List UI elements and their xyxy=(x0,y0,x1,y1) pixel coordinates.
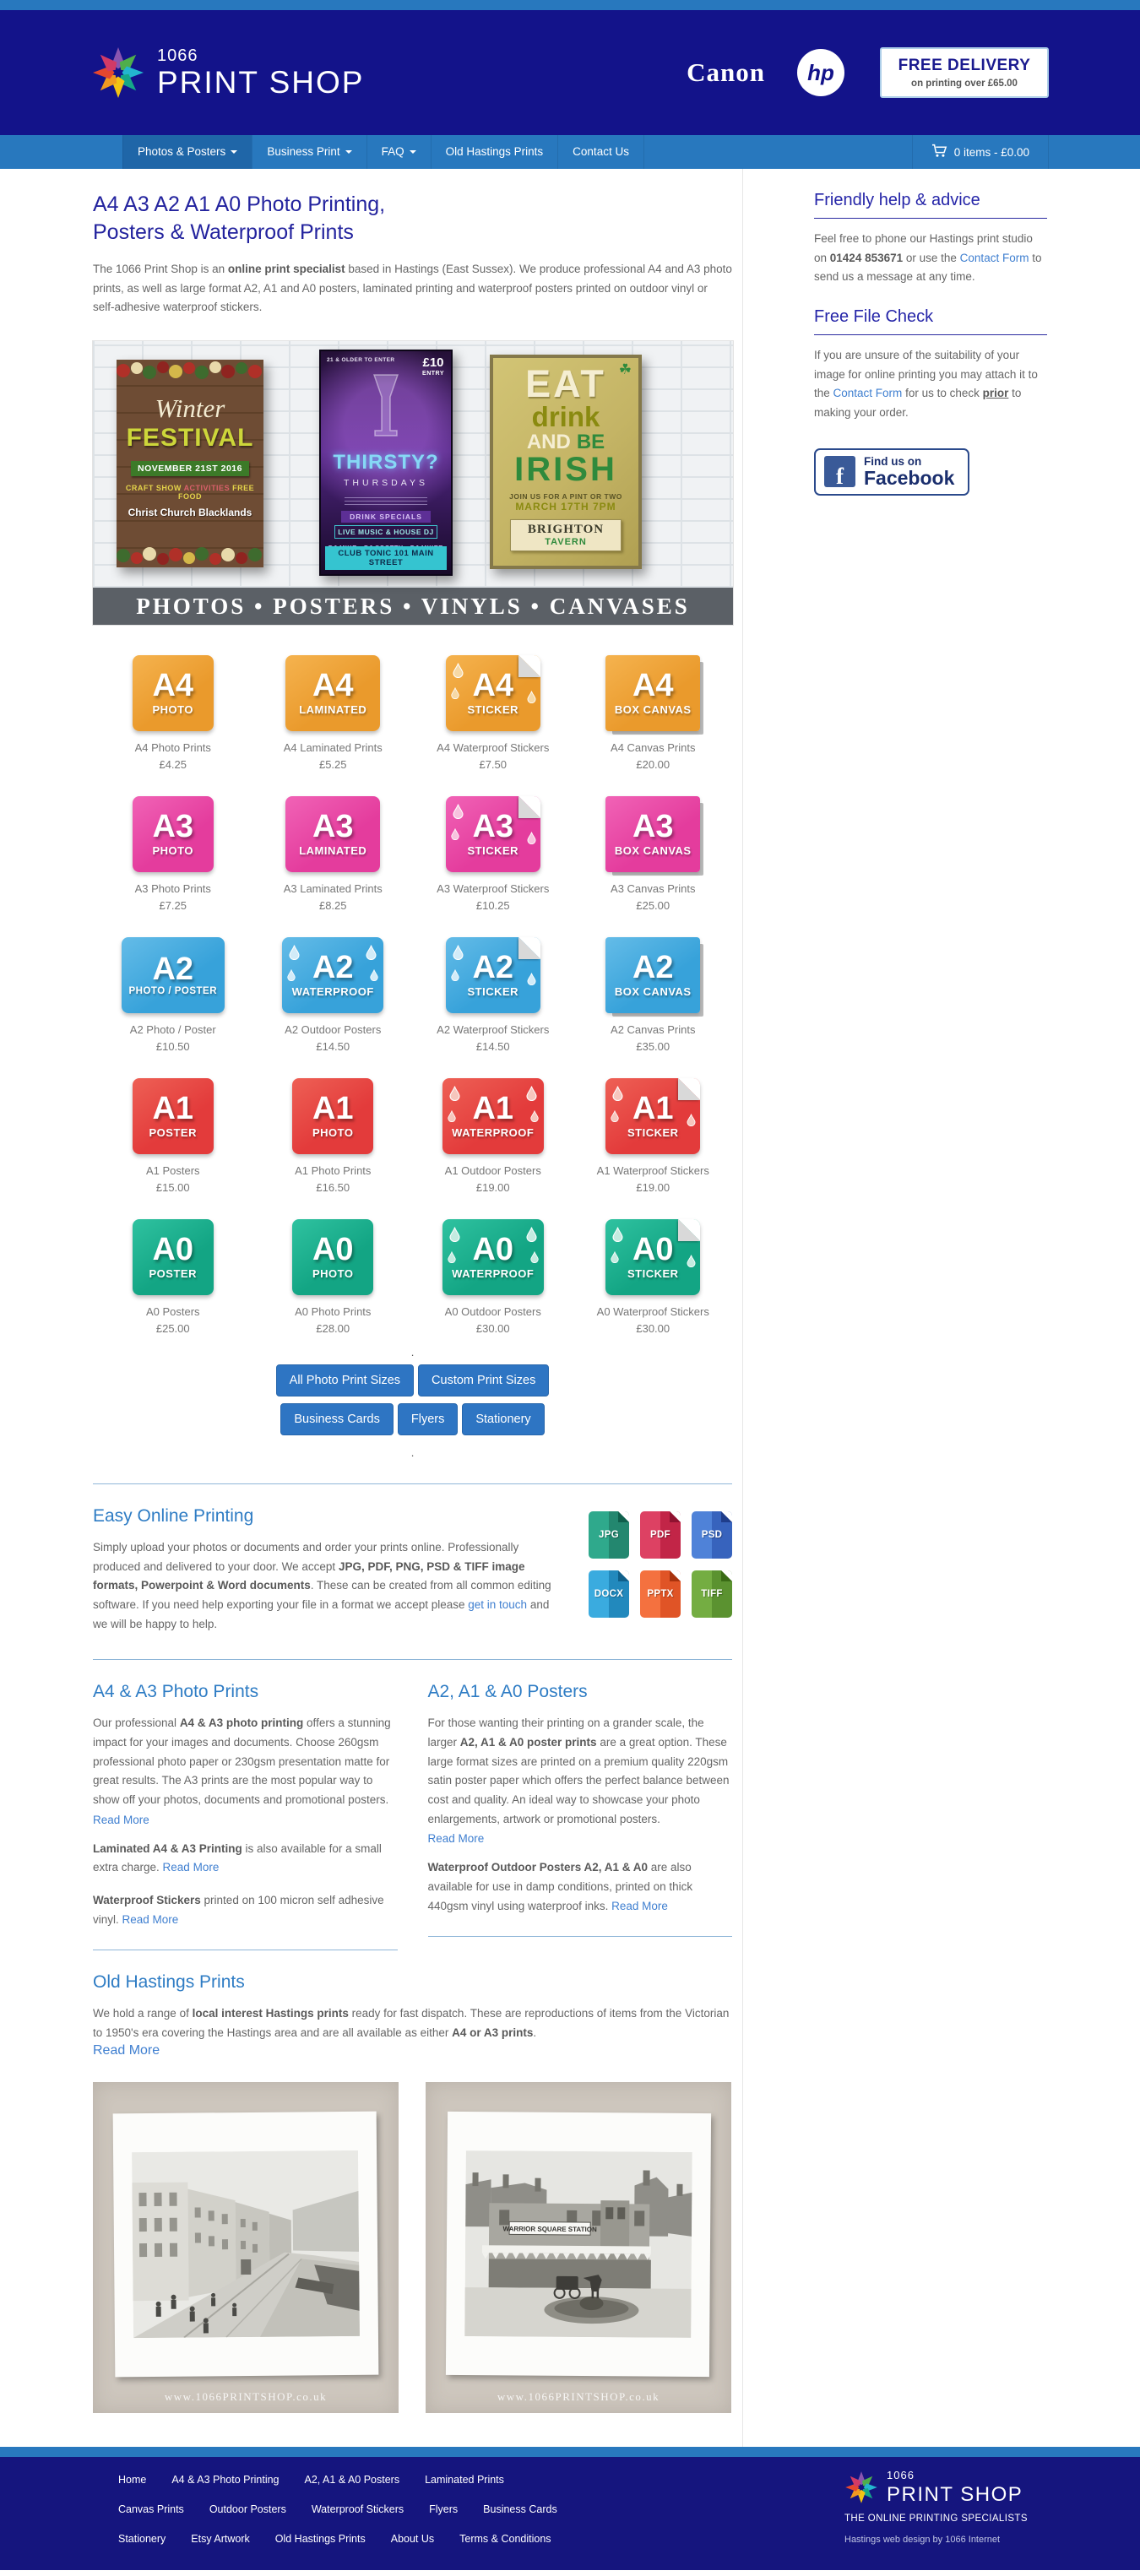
product-price: £30.00 xyxy=(475,1322,510,1336)
site-footer xyxy=(0,2457,1140,2570)
nav-item-photos-posters[interactable]: Photos & Posters xyxy=(122,135,252,169)
water-drop-icon xyxy=(448,1110,456,1122)
product-tile-image: A0 POSTER xyxy=(133,1219,214,1295)
water-drop-icon xyxy=(612,1086,623,1101)
photo-sheet xyxy=(446,2112,711,2377)
text-link[interactable]: Read More xyxy=(162,1861,220,1874)
poster-thirsty-band1: DRINK SPECIALS xyxy=(341,511,431,523)
main-column xyxy=(93,169,743,2447)
product-tile-image: A3 PHOTO xyxy=(133,796,214,872)
nav-item-business-print[interactable]: Business Print xyxy=(252,135,366,169)
old-hastings-photo-warrior-square[interactable] xyxy=(426,2082,731,2413)
product-tile-image: A3 STICKER xyxy=(446,796,540,872)
seafront-photo-image xyxy=(132,2150,360,2338)
photo-prints-column xyxy=(93,1682,398,1972)
water-drop-icon xyxy=(451,828,459,840)
product-price: £15.00 xyxy=(155,1181,190,1195)
footer-link-etsy-artwork[interactable]: Etsy Artwork xyxy=(191,2532,250,2545)
shamrock-icon: ☘ xyxy=(618,361,632,378)
water-drop-icon xyxy=(611,1110,619,1122)
footer-logo-block xyxy=(844,2469,1028,2545)
sticker-peel-icon xyxy=(518,655,540,677)
posters-heading: A2, A1 & A0 Posters xyxy=(427,1682,588,1702)
read-more-link[interactable]: Read More xyxy=(427,1832,485,1846)
poster-irish-date: MARCH 17TH 7PM xyxy=(515,500,616,512)
print-info-columns xyxy=(93,1682,732,1972)
water-drop-icon xyxy=(612,1227,623,1242)
button-business-cards[interactable]: Business Cards xyxy=(280,1403,394,1435)
water-drop-icon xyxy=(526,1227,537,1242)
easy-online-printing-text xyxy=(93,1506,567,1634)
main-nav xyxy=(0,135,1140,169)
footer-link-old-hastings-prints[interactable]: Old Hastings Prints xyxy=(274,2532,366,2545)
water-drop-icon xyxy=(448,1251,456,1263)
water-drop-icon xyxy=(611,1251,619,1263)
product-title: A3 Laminated Prints xyxy=(283,882,383,896)
product-a4-laminated-prints[interactable] xyxy=(253,655,414,771)
cta-button-row-2 xyxy=(93,1403,732,1435)
station-sign-text: WARRIOR SQUARE STATION xyxy=(502,2225,597,2233)
product-title: A3 Photo Prints xyxy=(134,882,211,896)
footer-link-a2-a1-a0-posters[interactable]: A2, A1 & A0 Posters xyxy=(304,2473,400,2486)
product-price: £19.00 xyxy=(636,1181,670,1195)
product-a0-outdoor-posters[interactable] xyxy=(413,1219,573,1335)
product-price: £4.25 xyxy=(159,758,187,772)
product-tile-image: A4 PHOTO xyxy=(133,655,214,731)
old-hastings-heading: Old Hastings Prints xyxy=(93,1972,245,1993)
facebook-icon: f xyxy=(824,456,855,487)
cocktail-glass-icon xyxy=(366,373,406,444)
product-a3-laminated-prints[interactable] xyxy=(253,796,414,912)
water-drop-icon xyxy=(287,969,296,981)
file-format-icons xyxy=(589,1511,732,1634)
product-price: £25.00 xyxy=(636,899,670,913)
product-tile-image: A4 STICKER xyxy=(446,655,540,731)
poster-irish-eat: EAT xyxy=(525,362,606,406)
product-tile-image: A2 WATERPROOF xyxy=(282,937,383,1013)
poster-thirsty-title: THIRSTY? xyxy=(333,451,439,475)
product-price: £20.00 xyxy=(636,758,670,772)
sidebar xyxy=(743,169,1047,2447)
posters-column xyxy=(428,1682,733,1972)
product-price: £7.50 xyxy=(479,758,508,772)
footer-link-flyers[interactable]: Flyers xyxy=(429,2503,459,2515)
stickers-paragraph: Waterproof Stickers printed on 100 micron self adhesive vinyl. Read More xyxy=(93,1894,384,1926)
sticker-peel-icon xyxy=(678,1078,700,1100)
product-title: A1 Posters xyxy=(145,1164,200,1178)
site-logo[interactable] xyxy=(91,46,364,100)
cart-summary: 0 items - £0.00 xyxy=(953,145,1029,159)
water-drop-icon xyxy=(370,969,378,981)
poster-irish-irish: IRISH xyxy=(514,450,617,488)
product-title: A2 Photo / Poster xyxy=(129,1023,216,1037)
product-title: A1 Waterproof Stickers xyxy=(596,1164,709,1178)
free-delivery-title: FREE DELIVERY xyxy=(898,57,1031,74)
product-title: A0 Posters xyxy=(145,1305,200,1319)
water-drop-icon xyxy=(453,804,464,819)
footer-link-about-us[interactable]: About Us xyxy=(390,2532,435,2545)
product-a2-photo-poster[interactable] xyxy=(93,937,253,1053)
sticker-peel-icon xyxy=(518,796,540,818)
water-drop-icon xyxy=(449,1227,460,1242)
product-price: £5.25 xyxy=(318,758,347,772)
footer-link-laminated-prints[interactable]: Laminated Prints xyxy=(425,2473,504,2486)
product-title: A3 Waterproof Stickers xyxy=(437,882,550,896)
product-title: A0 Waterproof Stickers xyxy=(596,1305,709,1319)
water-drop-icon xyxy=(526,1086,537,1101)
top-accent-strip xyxy=(0,0,1140,10)
product-title: A2 Outdoor Posters xyxy=(285,1023,382,1037)
product-a3-photo-prints[interactable] xyxy=(93,796,253,912)
read-more-link[interactable]: Read More xyxy=(93,2042,160,2058)
product-title: A4 Photo Prints xyxy=(134,741,211,755)
water-drop-icon xyxy=(453,663,464,678)
facebook-badge[interactable] xyxy=(814,448,969,496)
water-drop-icon xyxy=(366,945,377,960)
product-tile-image: A1 WATERPROOF xyxy=(442,1078,544,1154)
canon-logo: Canon xyxy=(687,57,765,87)
banner-brick-wall xyxy=(93,341,733,588)
cart-button[interactable] xyxy=(912,135,1049,169)
page-title-line1: A4 A3 A2 A1 A0 Photo Printing, xyxy=(93,193,386,216)
holly-garland-icon xyxy=(117,544,263,567)
button-stationery[interactable]: Stationery xyxy=(462,1403,544,1435)
poster-irish-join: JOIN US FOR A PINT OR TWO xyxy=(509,491,622,501)
poster-thirsty-venue: CLUB TONIC 101 MAIN STREET xyxy=(325,546,447,570)
button-all-photo-print-sizes[interactable]: All Photo Print Sizes xyxy=(276,1364,414,1396)
photo-prints-paragraph: Our professional A4 & A3 photo printing offers a stunning impact for your images and documents. Choose 260gsm professional photo paper or 230gsm presentation matte for great results. The A3 prints are the most popular way to show off your photos, documents and promotional posters. xyxy=(93,1716,391,1807)
product-tile-image: A4 BOX CANVAS xyxy=(605,655,700,731)
button-flyers[interactable]: Flyers xyxy=(398,1403,458,1435)
water-drop-icon xyxy=(289,945,300,960)
stray-dot: . xyxy=(410,1346,415,1359)
poster-winter-script: Winter xyxy=(155,393,225,424)
station-photo-image xyxy=(464,2150,692,2338)
product-title: A2 Waterproof Stickers xyxy=(437,1023,550,1037)
logo-star-icon xyxy=(91,46,145,100)
product-a1-waterproof-stickers[interactable] xyxy=(573,1078,734,1194)
sidebar-filecheck-paragraph: If you are unsure of the suitability of your image for online printing you may attach it to the Contact Form for us to check prior to making your order. xyxy=(814,349,1038,420)
water-drop-icon xyxy=(530,1251,539,1263)
product-a4-waterproof-stickers[interactable] xyxy=(413,655,573,771)
footer-link-terms-conditions[interactable]: Terms & Conditions xyxy=(459,2532,551,2545)
product-title: A0 Photo Prints xyxy=(295,1305,372,1319)
product-price: £7.25 xyxy=(159,899,187,913)
chevron-down-icon xyxy=(231,150,237,154)
footer-credit: Hastings web design by 1066 Internet xyxy=(844,2534,1001,2545)
poster-winter-venue: Christ Church Blacklands xyxy=(128,507,252,519)
product-a1-photo-prints[interactable] xyxy=(253,1078,414,1194)
holly-garland-icon xyxy=(117,360,263,383)
product-price: £25.00 xyxy=(155,1322,190,1336)
poster-thirsty-thursdays xyxy=(319,350,453,576)
product-tile-image: A0 PHOTO xyxy=(292,1219,373,1295)
logo-line-1066: 1066 xyxy=(157,46,198,65)
water-drop-icon xyxy=(449,1086,460,1101)
footer-link-outdoor-posters[interactable]: Outdoor Posters xyxy=(209,2503,286,2515)
hp-logo: hp xyxy=(797,49,844,96)
product-tile-image: A2 PHOTO / POSTER xyxy=(122,937,225,1013)
poster-eat-drink-irish xyxy=(490,355,642,569)
logo-text xyxy=(157,47,364,98)
text-link[interactable]: Contact Form xyxy=(833,387,903,400)
product-a2-waterproof-stickers[interactable] xyxy=(413,937,573,1053)
product-title: A4 Canvas Prints xyxy=(611,741,696,755)
old-hastings-photo-seafront[interactable] xyxy=(93,2082,399,2413)
product-title: A0 Outdoor Posters xyxy=(444,1305,541,1319)
product-tile-image: A2 STICKER xyxy=(446,937,540,1013)
water-drop-icon xyxy=(687,1255,696,1267)
product-price: £16.50 xyxy=(316,1181,350,1195)
poster-irish-andbe: AND BE xyxy=(526,430,605,453)
product-a2-outdoor-posters[interactable] xyxy=(253,937,414,1053)
waterproof-posters-paragraph: Waterproof Outdoor Posters A2, A1 & A0 are also available for use in damp conditions, printed on thick 440gsm vinyl using waterproof inks. Read More xyxy=(427,1861,693,1912)
laminated-paragraph: Laminated A4 & A3 Printing is also available for a small extra charge. Read More xyxy=(93,1841,382,1874)
water-drop-icon xyxy=(527,691,536,703)
product-a2-canvas-prints[interactable] xyxy=(573,937,734,1053)
chevron-down-icon xyxy=(410,150,416,154)
product-a4-photo-prints[interactable] xyxy=(93,655,253,771)
product-price: £8.25 xyxy=(318,899,347,913)
logo-line-printshop: PRINT SHOP xyxy=(157,65,365,100)
page-content xyxy=(0,169,1140,2447)
cta-button-row-1 xyxy=(93,1364,732,1396)
water-drop-icon xyxy=(527,973,536,985)
poster-thirsty-smallprint xyxy=(345,495,427,505)
nav-item-faq[interactable]: FAQ xyxy=(366,135,431,169)
page-title xyxy=(93,191,732,247)
product-title: A1 Outdoor Posters xyxy=(444,1164,541,1178)
product-a0-photo-prints[interactable] xyxy=(253,1219,414,1335)
product-price: £14.50 xyxy=(316,1040,350,1054)
footer-link-a4-a3-photo-printing[interactable]: A4 & A3 Photo Printing xyxy=(171,2473,280,2486)
product-tile-image: A3 BOX CANVAS xyxy=(605,796,700,872)
site-header xyxy=(0,10,1140,135)
sidebar-help-paragraph: Feel free to phone our Hastings print studio on 01424 853671 or use the Contact Form to send us a message at any time. xyxy=(814,232,1042,284)
poster-winter-date: NOVEMBER 21ST 2016 xyxy=(131,461,249,476)
product-tile-image: A0 STICKER xyxy=(605,1219,700,1295)
photo-sheet xyxy=(113,2111,379,2377)
nav-item-old-hastings-prints[interactable]: Old Hastings Prints xyxy=(431,135,558,169)
file-icon-docx: DOCX xyxy=(589,1570,629,1618)
nav-item-contact-us[interactable]: Contact Us xyxy=(557,135,644,169)
main-nav-items xyxy=(122,135,644,169)
posters-paragraph: For those wanting their printing on a grander scale, the larger A2, A1 & A0 poster prints are a great option. These large format sizes are printed on a premium quality 220gsm satin poster paper which offers the perfect balance between cost and quality. An ideal way to showcase your photo enlargements, artwork or promotional posters. xyxy=(427,1716,730,1825)
old-hastings-paragraph: We hold a range of local interest Hastings prints ready for fast dispatch. These are reproductions of items from the Victorian to 1950's era covering the Hastings area and are all available as either A4 or A3 prints. xyxy=(93,2007,730,2040)
poster-thirsty-age: 21 & OLDER TO ENTER xyxy=(327,357,395,364)
product-a0-posters[interactable] xyxy=(93,1219,253,1335)
product-tile-image: A3 LAMINATED xyxy=(285,796,380,872)
footer-link-stationery[interactable]: Stationery xyxy=(118,2532,166,2545)
logo-star-icon xyxy=(844,2470,878,2504)
text-link[interactable]: Read More xyxy=(611,1899,668,1912)
product-a1-outdoor-posters[interactable] xyxy=(413,1078,573,1194)
poster-thirsty-price: £10 ENTRY xyxy=(422,355,444,377)
file-icon-tiff: TIFF xyxy=(692,1570,732,1618)
product-tile-image: A1 POSTER xyxy=(133,1078,214,1154)
product-price: £28.00 xyxy=(316,1322,350,1336)
poster-irish-drink: drink xyxy=(531,400,600,432)
product-price: £35.00 xyxy=(636,1040,670,1054)
product-a4-canvas-prints[interactable] xyxy=(573,655,734,771)
poster-winter-festival xyxy=(117,360,263,567)
photo-prints-heading: A4 & A3 Photo Prints xyxy=(93,1682,259,1702)
product-tile-image: A0 WATERPROOF xyxy=(442,1219,544,1295)
product-a0-waterproof-stickers[interactable] xyxy=(573,1219,734,1335)
product-a1-posters[interactable] xyxy=(93,1078,253,1194)
read-more-link[interactable]: Read More xyxy=(93,1813,149,1826)
footer-accent-strip xyxy=(0,2447,1140,2457)
footer-link-canvas-prints[interactable]: Canvas Prints xyxy=(118,2503,184,2515)
water-drop-icon xyxy=(687,1114,696,1126)
water-drop-icon xyxy=(453,945,464,960)
product-title: A4 Waterproof Stickers xyxy=(437,741,550,755)
free-delivery-badge xyxy=(880,47,1049,98)
easy-online-printing-section xyxy=(93,1506,732,1634)
section-divider xyxy=(428,1936,733,1937)
poster-winter-features: CRAFT SHOW ACTIVITIES FREE FOOD xyxy=(125,484,255,502)
sticker-peel-icon xyxy=(518,937,540,959)
footer-link-waterproof-stickers[interactable]: Waterproof Stickers xyxy=(311,2503,404,2515)
water-drop-icon xyxy=(451,687,459,699)
text-link[interactable]: Read More xyxy=(122,1912,179,1926)
product-price: £10.50 xyxy=(155,1040,190,1054)
product-tile-image: A1 STICKER xyxy=(605,1078,700,1154)
sticker-peel-icon xyxy=(678,1219,700,1241)
product-title: A2 Canvas Prints xyxy=(611,1023,696,1037)
water-drop-icon xyxy=(527,832,536,844)
product-tile-image: A4 LAMINATED xyxy=(285,655,380,731)
file-icon-pdf: PDF xyxy=(640,1511,681,1559)
page-title-line2: Posters & Waterproof Prints xyxy=(93,220,354,244)
easy-online-printing-heading: Easy Online Printing xyxy=(93,1506,254,1527)
photo-watermark: www.1066PRINTSHOP.co.uk xyxy=(497,2389,660,2403)
file-icon-psd: PSD xyxy=(692,1511,732,1559)
section-divider xyxy=(93,1483,732,1484)
button-custom-print-sizes[interactable]: Custom Print Sizes xyxy=(418,1364,549,1396)
facebook-badge-text: Find us on Facebook xyxy=(864,454,955,490)
promo-banner xyxy=(93,341,733,625)
sidebar-filecheck-heading: Free File Check xyxy=(814,287,1047,335)
water-drop-icon xyxy=(530,1110,539,1122)
free-delivery-subtitle: on printing over £65.00 xyxy=(911,79,1018,89)
sidebar-help-heading: Friendly help & advice xyxy=(814,171,1047,219)
easy-online-printing-paragraph: Simply upload your photos or documents and order your prints online. Professionally produced and delivered to your door. We accept JPG, PDF, PNG, PSD & TIFF image formats, Powerpoint & Word documents. These can be created from all common editing software. If you need help exporting your file in a format we accept please get in touch and we will be happy to help. xyxy=(93,1541,551,1630)
product-price: £14.50 xyxy=(475,1040,510,1054)
product-title: A3 Canvas Prints xyxy=(611,882,696,896)
poster-winter-title: FESTIVAL xyxy=(126,424,254,453)
stray-dot: . xyxy=(410,1446,415,1460)
footer-link-business-cards[interactable]: Business Cards xyxy=(483,2503,557,2515)
file-icon-jpg: JPG xyxy=(589,1511,629,1559)
product-price: £10.25 xyxy=(475,899,510,913)
photo-watermark: www.1066PRINTSHOP.co.uk xyxy=(164,2389,328,2403)
product-tile-image: A2 BOX CANVAS xyxy=(605,937,700,1013)
product-tile-image: A1 PHOTO xyxy=(292,1078,373,1154)
chevron-down-icon xyxy=(345,150,352,154)
water-drop-icon xyxy=(451,969,459,981)
section-divider xyxy=(93,1659,732,1660)
text-link[interactable]: get in touch xyxy=(468,1598,528,1612)
product-title: A1 Photo Prints xyxy=(295,1164,372,1178)
poster-irish-venue-ribbon: BRIGHTON TAVERN xyxy=(510,519,622,551)
intro-paragraph: The 1066 Print Shop is an online print specialist based in Hastings (East Sussex). We produce professional A4 and A3 photo prints, as well as large format A2, A1 and A0 posters, laminated printing and waterproof posters printed on outdoor vinyl or self-adhesive waterproof stickers. xyxy=(93,263,732,314)
footer-tagline: THE ONLINE PRINTING SPECIALISTS xyxy=(844,2513,1028,2524)
product-price: £30.00 xyxy=(636,1322,670,1336)
poster-thirsty-subtitle: THURSDAYS xyxy=(344,478,428,489)
old-hastings-photos xyxy=(93,2082,732,2413)
product-a3-waterproof-stickers[interactable] xyxy=(413,796,573,912)
product-grid xyxy=(93,655,733,1335)
product-price: £19.00 xyxy=(475,1181,510,1195)
poster-thirsty-band2: LIVE MUSIC & HOUSE DJ xyxy=(334,525,437,539)
cart-icon xyxy=(931,144,947,160)
product-title: A4 Laminated Prints xyxy=(283,741,383,755)
banner-caption: PHOTOS • POSTERS • VINYLS • CANVASES xyxy=(93,588,733,625)
product-a3-canvas-prints[interactable] xyxy=(573,796,734,912)
file-icon-pptx: PPTX xyxy=(640,1570,681,1618)
text-link[interactable]: Contact Form xyxy=(959,251,1029,264)
footer-logo-text: 1066 PRINT SHOP xyxy=(887,2468,1023,2506)
footer-link-home[interactable]: Home xyxy=(118,2473,147,2486)
